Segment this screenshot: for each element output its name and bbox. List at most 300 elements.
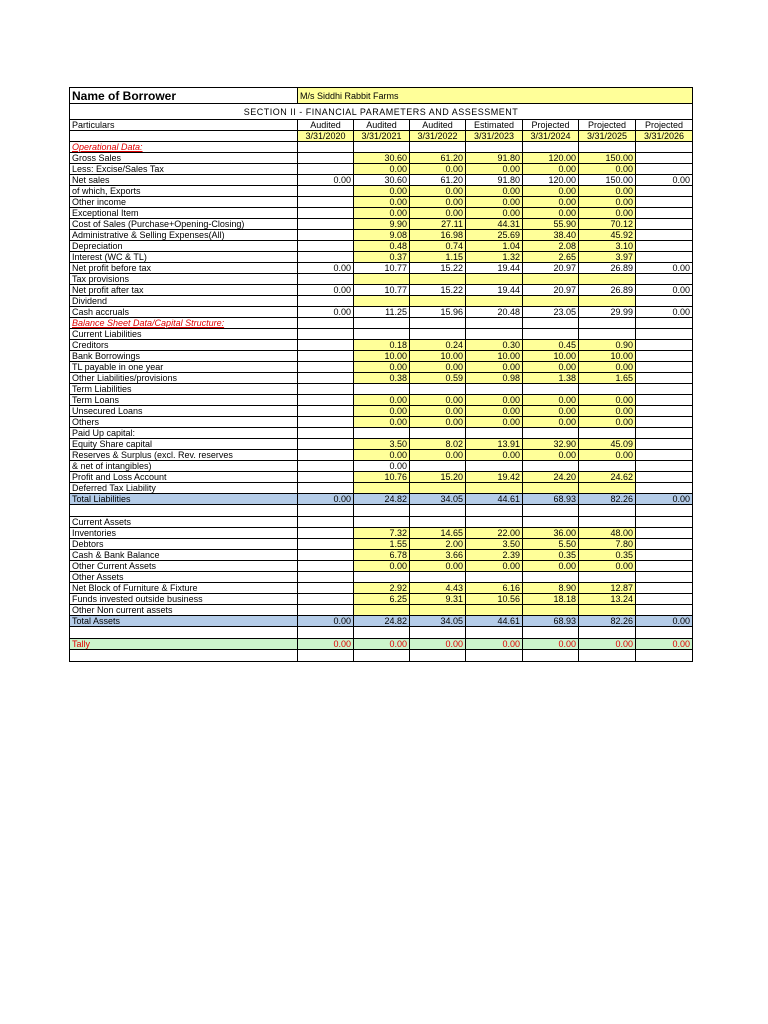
value-cell[interactable]: 0.00: [466, 417, 523, 428]
value-cell: [636, 439, 693, 450]
value-cell: [354, 650, 410, 662]
row-label: Unsecured Loans: [70, 406, 298, 417]
value-cell[interactable]: 1.65: [579, 373, 636, 384]
value-cell[interactable]: 0.74: [410, 241, 466, 252]
value-cell[interactable]: 0.00: [410, 561, 466, 572]
row-label: Net profit after tax: [70, 285, 298, 296]
row-label: of which, Exports: [70, 186, 298, 197]
value-cell: 0.00: [298, 616, 354, 627]
value-cell: [354, 142, 410, 153]
value-cell: [636, 153, 693, 164]
value-cell[interactable]: 7.32: [354, 528, 410, 539]
value-cell: [298, 373, 354, 384]
row-label: Term Liabilities: [70, 384, 298, 395]
value-cell: [298, 362, 354, 373]
value-cell[interactable]: 19.42: [466, 472, 523, 483]
value-cell[interactable]: 32.90: [523, 439, 579, 450]
value-cell: [579, 572, 636, 583]
value-cell[interactable]: 24.62: [579, 472, 636, 483]
value-cell[interactable]: 0.00: [354, 395, 410, 406]
value-cell[interactable]: [410, 483, 466, 494]
value-cell: [410, 384, 466, 395]
value-cell: [298, 395, 354, 406]
value-cell: 29.99: [579, 307, 636, 318]
value-cell[interactable]: 0.24: [410, 340, 466, 351]
value-cell[interactable]: 24.20: [523, 472, 579, 483]
value-cell: 0.00: [298, 285, 354, 296]
value-cell: [298, 428, 354, 439]
value-cell[interactable]: 0.00: [466, 186, 523, 197]
value-cell[interactable]: 0.00: [523, 561, 579, 572]
value-cell[interactable]: [523, 605, 579, 616]
value-cell[interactable]: 9.31: [410, 594, 466, 605]
value-cell: [579, 461, 636, 472]
value-cell: [579, 384, 636, 395]
value-cell[interactable]: 0.00: [466, 395, 523, 406]
row-label: [70, 505, 298, 517]
value-cell: [466, 461, 523, 472]
value-cell: 82.26: [579, 616, 636, 627]
value-cell[interactable]: 27.11: [410, 219, 466, 230]
value-cell[interactable]: 0.90: [579, 340, 636, 351]
value-cell[interactable]: 8.90: [523, 583, 579, 594]
value-cell[interactable]: [354, 296, 410, 307]
value-cell: [636, 142, 693, 153]
particulars-header: Particulars: [70, 120, 298, 131]
value-cell[interactable]: [523, 483, 579, 494]
value-cell: 0.00: [636, 285, 693, 296]
value-cell: [636, 296, 693, 307]
value-cell[interactable]: 0.00: [579, 164, 636, 175]
value-cell[interactable]: 0.30: [466, 340, 523, 351]
value-cell: 44.61: [466, 494, 523, 505]
value-cell[interactable]: [523, 296, 579, 307]
table-row: [70, 406, 693, 417]
value-cell[interactable]: 0.00: [579, 450, 636, 461]
value-cell: 68.93: [523, 616, 579, 627]
value-cell: [636, 539, 693, 550]
value-cell[interactable]: 0.00: [410, 362, 466, 373]
value-cell: [636, 517, 693, 528]
column-date-row: [70, 131, 693, 142]
value-cell: [298, 450, 354, 461]
value-cell: [636, 197, 693, 208]
value-cell[interactable]: 10.00: [579, 351, 636, 362]
value-cell[interactable]: 91.80: [466, 153, 523, 164]
value-cell[interactable]: 5.50: [523, 539, 579, 550]
value-cell: [636, 483, 693, 494]
value-cell[interactable]: [579, 274, 636, 285]
value-cell[interactable]: [466, 483, 523, 494]
value-cell: 0.00: [636, 263, 693, 274]
value-cell: 24.82: [354, 616, 410, 627]
value-cell[interactable]: 14.65: [410, 528, 466, 539]
value-cell[interactable]: 0.48: [354, 241, 410, 252]
table-row: [70, 550, 693, 561]
row-label: [70, 627, 298, 639]
value-cell[interactable]: 10.56: [466, 594, 523, 605]
value-cell: [523, 650, 579, 662]
value-cell: 20.97: [523, 263, 579, 274]
value-cell: [410, 505, 466, 517]
row-label: Paid Up capital:: [70, 428, 298, 439]
value-cell: [636, 340, 693, 351]
value-cell[interactable]: 0.00: [410, 395, 466, 406]
table-row: [70, 175, 693, 186]
value-cell[interactable]: 0.00: [466, 164, 523, 175]
value-cell[interactable]: 44.31: [466, 219, 523, 230]
table-row: [70, 252, 693, 263]
value-cell: 0.00: [354, 461, 410, 472]
value-cell[interactable]: [354, 483, 410, 494]
value-cell[interactable]: 30.60: [354, 153, 410, 164]
value-cell[interactable]: 0.59: [410, 373, 466, 384]
table-row: [70, 583, 693, 594]
value-cell: [410, 517, 466, 528]
value-cell[interactable]: 0.00: [523, 362, 579, 373]
value-cell[interactable]: 2.00: [410, 539, 466, 550]
row-label: Tally: [70, 639, 298, 650]
value-cell[interactable]: 0.00: [354, 362, 410, 373]
row-label: Current Assets: [70, 517, 298, 528]
value-cell[interactable]: 1.38: [523, 373, 579, 384]
value-cell[interactable]: 6.16: [466, 583, 523, 594]
table-row: [70, 340, 693, 351]
value-cell[interactable]: 120.00: [523, 153, 579, 164]
value-cell: 20.48: [466, 307, 523, 318]
value-cell[interactable]: 0.98: [466, 373, 523, 384]
value-cell: [636, 572, 693, 583]
value-cell[interactable]: 0.00: [579, 197, 636, 208]
value-cell[interactable]: 0.00: [466, 197, 523, 208]
value-cell[interactable]: 1.04: [466, 241, 523, 252]
value-cell[interactable]: 61.20: [410, 153, 466, 164]
value-cell: 15.22: [410, 285, 466, 296]
value-cell[interactable]: 36.00: [523, 528, 579, 539]
value-cell: 15.22: [410, 263, 466, 274]
table-row: [70, 561, 693, 572]
value-cell: [636, 505, 693, 517]
value-cell[interactable]: 8.02: [410, 439, 466, 450]
value-cell[interactable]: 0.00: [523, 186, 579, 197]
value-cell[interactable]: 1.15: [410, 252, 466, 263]
value-cell[interactable]: 3.66: [410, 550, 466, 561]
value-cell: [636, 373, 693, 384]
row-label: [70, 650, 298, 662]
value-cell[interactable]: 0.00: [523, 197, 579, 208]
table-row: [70, 307, 693, 318]
value-cell[interactable]: 7.80: [579, 539, 636, 550]
table-row: [70, 219, 693, 230]
value-cell[interactable]: 9.90: [354, 219, 410, 230]
value-cell[interactable]: 0.00: [410, 197, 466, 208]
value-cell: [354, 428, 410, 439]
value-cell[interactable]: 0.00: [354, 186, 410, 197]
value-cell: 26.89: [579, 285, 636, 296]
value-cell: [579, 517, 636, 528]
value-cell: 10.77: [354, 263, 410, 274]
value-cell: [298, 650, 354, 662]
value-cell[interactable]: 0.00: [410, 450, 466, 461]
value-cell[interactable]: 2.08: [523, 241, 579, 252]
value-cell[interactable]: 6.78: [354, 550, 410, 561]
value-cell[interactable]: 0.00: [523, 164, 579, 175]
value-cell[interactable]: 0.00: [579, 395, 636, 406]
value-cell[interactable]: [354, 605, 410, 616]
value-cell[interactable]: 38.40: [523, 230, 579, 241]
row-label: Debtors: [70, 539, 298, 550]
value-cell[interactable]: 0.00: [579, 406, 636, 417]
value-cell: [298, 296, 354, 307]
value-cell: 26.89: [579, 263, 636, 274]
row-label: Bank Borrowings: [70, 351, 298, 362]
value-cell: 120.00: [523, 175, 579, 186]
value-cell[interactable]: 2.39: [466, 550, 523, 561]
value-cell: [298, 583, 354, 594]
value-cell[interactable]: 10.00: [523, 351, 579, 362]
column-date: 3/31/2020: [298, 131, 354, 142]
value-cell: [523, 428, 579, 439]
value-cell[interactable]: 1.55: [354, 539, 410, 550]
value-cell: 0.00: [579, 639, 636, 650]
value-cell[interactable]: 0.00: [579, 186, 636, 197]
value-cell[interactable]: 0.00: [354, 208, 410, 219]
value-cell: 34.05: [410, 494, 466, 505]
value-cell[interactable]: 0.00: [523, 417, 579, 428]
value-cell: [466, 650, 523, 662]
value-cell[interactable]: 0.00: [466, 450, 523, 461]
value-cell: 24.82: [354, 494, 410, 505]
table-row: [70, 285, 693, 296]
total-row: [70, 616, 693, 627]
value-cell[interactable]: 150.00: [579, 153, 636, 164]
value-cell: [636, 461, 693, 472]
row-label: Gross Sales: [70, 153, 298, 164]
table-row: [70, 208, 693, 219]
value-cell[interactable]: 3.97: [579, 252, 636, 263]
value-cell: [523, 318, 579, 329]
value-cell: [298, 550, 354, 561]
table-row: [70, 274, 693, 285]
value-cell[interactable]: 0.00: [354, 406, 410, 417]
value-cell[interactable]: 10.00: [354, 351, 410, 362]
value-cell[interactable]: 0.00: [354, 450, 410, 461]
value-cell: [579, 505, 636, 517]
total-row: [70, 494, 693, 505]
value-cell: [410, 627, 466, 639]
value-cell[interactable]: 13.91: [466, 439, 523, 450]
value-cell[interactable]: 45.09: [579, 439, 636, 450]
table-row: [70, 439, 693, 450]
row-label: Others: [70, 417, 298, 428]
value-cell: [298, 627, 354, 639]
table-row: [70, 395, 693, 406]
row-label: Other Assets: [70, 572, 298, 583]
value-cell: [298, 572, 354, 583]
value-cell[interactable]: 0.38: [354, 373, 410, 384]
value-cell[interactable]: 0.00: [354, 561, 410, 572]
value-cell[interactable]: 0.37: [354, 252, 410, 263]
value-cell[interactable]: 0.35: [579, 550, 636, 561]
table-row: [70, 373, 693, 384]
value-cell[interactable]: 12.87: [579, 583, 636, 594]
value-cell: [579, 318, 636, 329]
value-cell[interactable]: [466, 296, 523, 307]
value-cell[interactable]: [354, 274, 410, 285]
value-cell[interactable]: [410, 296, 466, 307]
value-cell[interactable]: 1.32: [466, 252, 523, 263]
value-cell[interactable]: 22.00: [466, 528, 523, 539]
value-cell[interactable]: 0.00: [579, 362, 636, 373]
value-cell[interactable]: 0.00: [410, 164, 466, 175]
row-label: Exceptional Item: [70, 208, 298, 219]
value-cell: [579, 142, 636, 153]
value-cell[interactable]: 0.00: [410, 208, 466, 219]
value-cell[interactable]: 0.00: [466, 208, 523, 219]
value-cell: 10.77: [354, 285, 410, 296]
value-cell: [636, 650, 693, 662]
value-cell[interactable]: [579, 483, 636, 494]
table-row: [70, 230, 693, 241]
value-cell[interactable]: 0.00: [523, 208, 579, 219]
value-cell: [354, 627, 410, 639]
value-cell: [523, 384, 579, 395]
value-cell: [579, 329, 636, 340]
value-cell: [298, 208, 354, 219]
value-cell[interactable]: 16.98: [410, 230, 466, 241]
table-row: [70, 594, 693, 605]
value-cell[interactable]: 10.00: [410, 351, 466, 362]
row-label: Net profit before tax: [70, 263, 298, 274]
row-label: Inventories: [70, 528, 298, 539]
value-cell[interactable]: [523, 274, 579, 285]
value-cell[interactable]: 0.45: [523, 340, 579, 351]
value-cell[interactable]: 18.18: [523, 594, 579, 605]
value-cell: [636, 406, 693, 417]
value-cell[interactable]: 0.00: [466, 561, 523, 572]
table-row: [70, 483, 693, 494]
value-cell[interactable]: 0.00: [354, 164, 410, 175]
value-cell[interactable]: 2.65: [523, 252, 579, 263]
row-label: Tax provisions: [70, 274, 298, 285]
value-cell[interactable]: 0.00: [466, 406, 523, 417]
value-cell[interactable]: 0.00: [523, 395, 579, 406]
row-label: Other Liabilities/provisions: [70, 373, 298, 384]
value-cell[interactable]: 25.69: [466, 230, 523, 241]
row-label: Less: Excise/Sales Tax: [70, 164, 298, 175]
value-cell: [636, 627, 693, 639]
value-cell: [523, 505, 579, 517]
value-cell: [298, 605, 354, 616]
row-label: Administrative & Selling Expenses(All): [70, 230, 298, 241]
borrower-name-cell[interactable]: M/s Siddhi Rabbit Farms: [298, 88, 693, 104]
column-type: Audited: [298, 120, 354, 131]
value-cell[interactable]: 0.00: [523, 450, 579, 461]
value-cell: 11.25: [354, 307, 410, 318]
column-type: Projected: [579, 120, 636, 131]
value-cell[interactable]: [466, 605, 523, 616]
value-cell: [466, 142, 523, 153]
value-cell: [298, 153, 354, 164]
value-cell[interactable]: [410, 274, 466, 285]
value-cell[interactable]: [579, 296, 636, 307]
column-date: 3/31/2025: [579, 131, 636, 142]
value-cell[interactable]: 13.24: [579, 594, 636, 605]
value-cell[interactable]: 9.08: [354, 230, 410, 241]
value-cell: [298, 384, 354, 395]
value-cell: [636, 395, 693, 406]
column-date: 3/31/2026: [636, 131, 693, 142]
value-cell: [298, 517, 354, 528]
value-cell: [410, 572, 466, 583]
value-cell[interactable]: 70.12: [579, 219, 636, 230]
value-cell: [298, 561, 354, 572]
value-cell[interactable]: 0.00: [466, 362, 523, 373]
value-cell: [298, 219, 354, 230]
value-cell[interactable]: 4.43: [410, 583, 466, 594]
value-cell: [466, 505, 523, 517]
value-cell[interactable]: 15.20: [410, 472, 466, 483]
value-cell[interactable]: 2.92: [354, 583, 410, 594]
section-title: SECTION II - FINANCIAL PARAMETERS AND ASSESSMENT: [70, 104, 693, 120]
value-cell[interactable]: 6.25: [354, 594, 410, 605]
value-cell[interactable]: 55.90: [523, 219, 579, 230]
table-row: [70, 329, 693, 340]
value-cell[interactable]: 0.00: [579, 208, 636, 219]
value-cell[interactable]: [579, 605, 636, 616]
value-cell[interactable]: 45.92: [579, 230, 636, 241]
row-label: Other Non current assets: [70, 605, 298, 616]
table-row: [70, 572, 693, 583]
value-cell: [636, 550, 693, 561]
value-cell: [466, 572, 523, 583]
value-cell[interactable]: 0.00: [579, 561, 636, 572]
value-cell: 0.00: [636, 307, 693, 318]
value-cell: 91.80: [466, 175, 523, 186]
row-label: Cost of Sales (Purchase+Opening-Closing): [70, 219, 298, 230]
value-cell[interactable]: 10.00: [466, 351, 523, 362]
value-cell[interactable]: 0.00: [354, 197, 410, 208]
table-row: [70, 153, 693, 164]
value-cell: 23.05: [523, 307, 579, 318]
value-cell[interactable]: 0.00: [410, 406, 466, 417]
value-cell[interactable]: 0.35: [523, 550, 579, 561]
value-cell[interactable]: 48.00: [579, 528, 636, 539]
value-cell[interactable]: 0.00: [523, 406, 579, 417]
table-row: [70, 528, 693, 539]
value-cell[interactable]: 0.00: [410, 417, 466, 428]
value-cell: [466, 384, 523, 395]
value-cell[interactable]: 3.10: [579, 241, 636, 252]
value-cell[interactable]: 3.50: [466, 539, 523, 550]
value-cell[interactable]: 0.00: [579, 417, 636, 428]
value-cell: [298, 406, 354, 417]
value-cell: [354, 384, 410, 395]
value-cell[interactable]: 0.00: [354, 417, 410, 428]
value-cell: [466, 428, 523, 439]
table-row: [70, 417, 693, 428]
value-cell[interactable]: 0.18: [354, 340, 410, 351]
row-label: Dividend: [70, 296, 298, 307]
value-cell[interactable]: 10.76: [354, 472, 410, 483]
value-cell[interactable]: 0.00: [410, 186, 466, 197]
value-cell: [466, 329, 523, 340]
value-cell[interactable]: [466, 274, 523, 285]
value-cell[interactable]: 3.50: [354, 439, 410, 450]
date-row-label: [70, 131, 298, 142]
value-cell: 0.00: [354, 639, 410, 650]
value-cell[interactable]: [410, 605, 466, 616]
